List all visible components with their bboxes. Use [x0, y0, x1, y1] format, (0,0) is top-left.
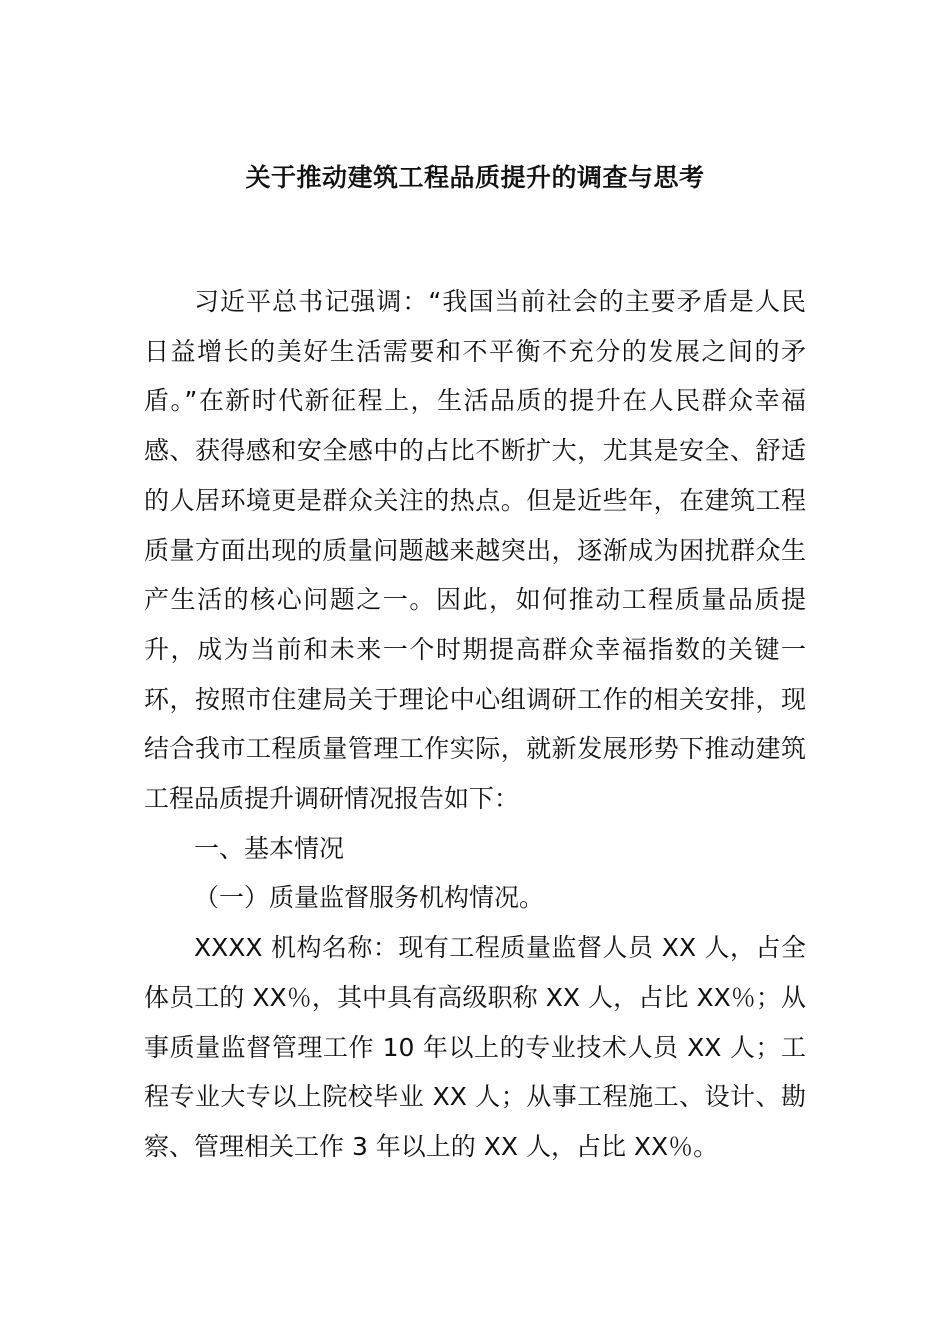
document-body [144, 277, 806, 1172]
agency-staff-paragraph: XXXX 机构名称：现有工程质量监督人员 XX 人，占全体员工的 XX％，其中具有高级职称 XX 人，占比 XX％；从事质量监督管理工作 10 年以上的专业技术人员 XX 人；工程专业大专以上院校毕业 XX 人；从事工程施工、设计、勘察、管理相关工作 3 年以上的 XX 人，占比 XX％。 [144, 933, 806, 1161]
section-heading-basic-situation: 一、基本情况 [194, 833, 345, 863]
document-title: 关于推动建筑工程品质提升的调查与思考 [245, 163, 705, 192]
subsection-heading-supervision-agency: （一）质量监督服务机构情况。 [194, 883, 545, 913]
intro-paragraph: 习近平总书记强调：“我国当前社会的主要矛盾是人民日益增长的美好生活需要和不平衡不充分的发展之间的矛盾。”在新时代新征程上，生活品质的提升在人民群众幸福感、获得感和安全感中的占比不断扩大，尤其是安全、舒适的人居环境更是群众关注的热点。但是近些年，在建筑工程质量方面出现的质量问题越来越突出，逐渐成为困扰群众生产生活的核心问题之一。因此，如何推动工程质量品质提升，成为当前和未来一个时期提高群众幸福指数的关键一环，按照市住建局关于理论中心组调研工作的相关安排，现结合我市工程质量管理工作实际，就新发展形势下推动建筑工程品质提升调研情况报告如下： [144, 287, 806, 814]
